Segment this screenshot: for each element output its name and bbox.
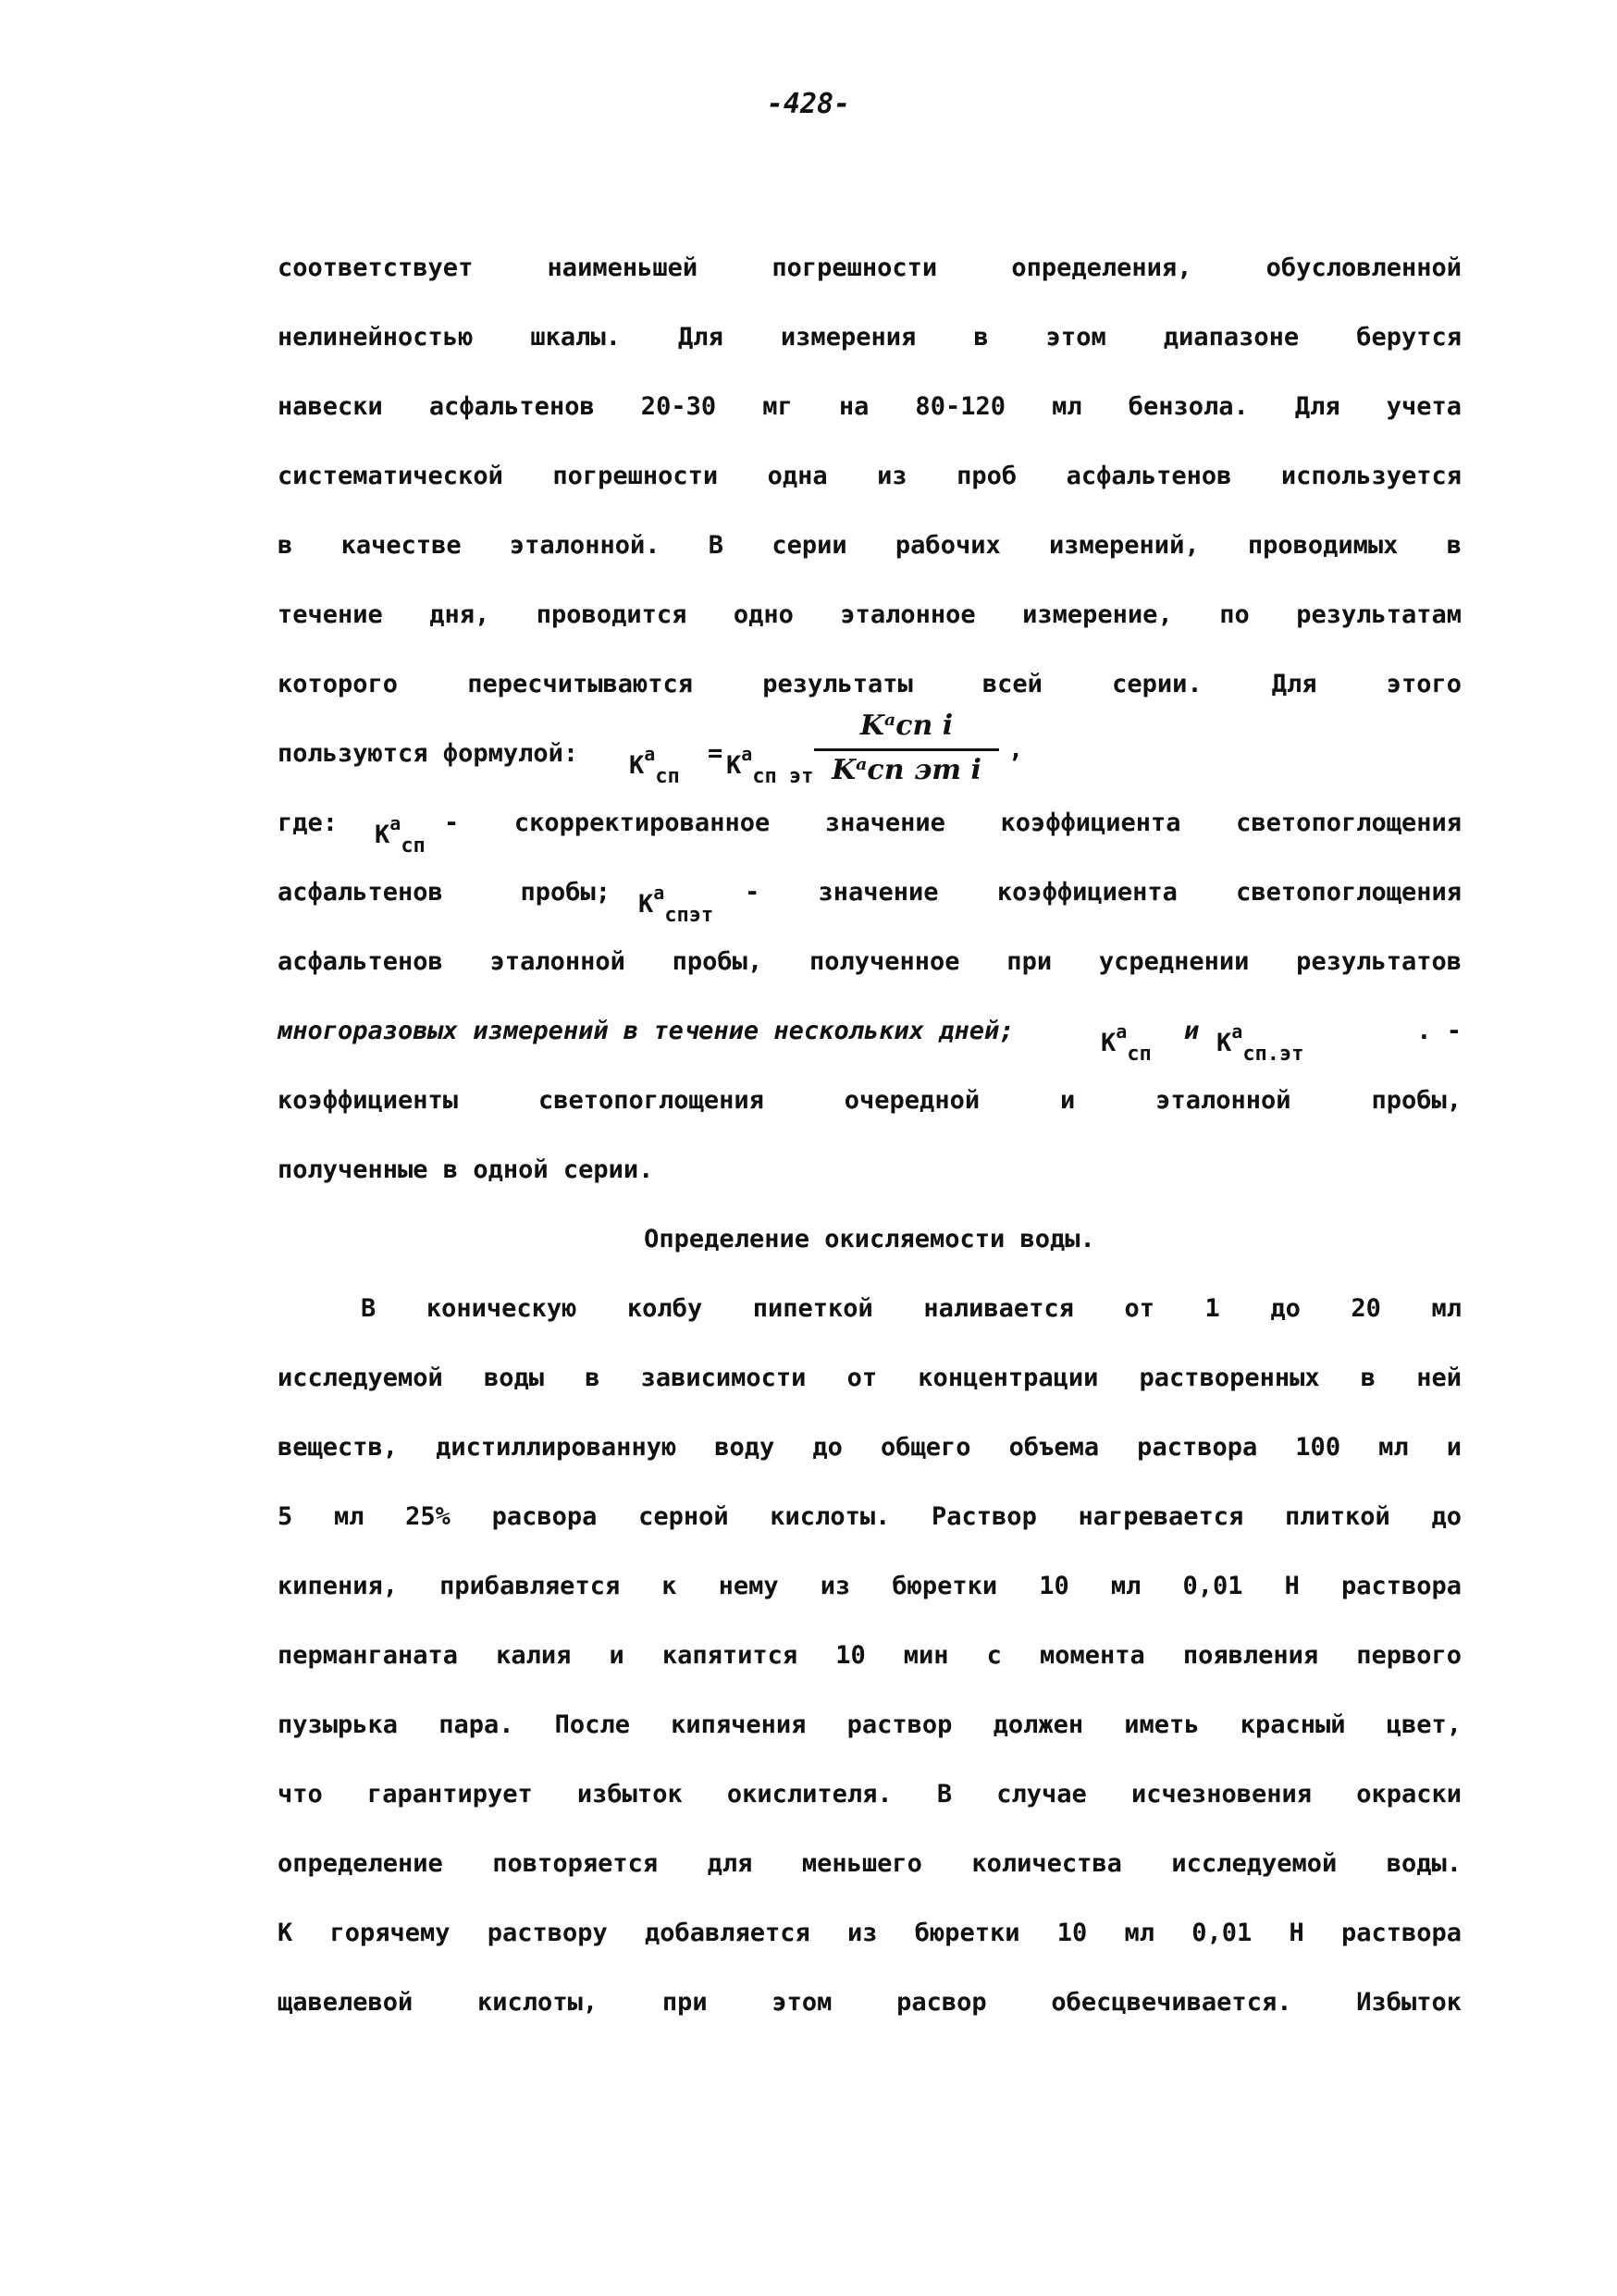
text-line: 5 мл 25% расвора серной кислоты. Раствор нагревается плиткой до [278,1502,1462,1531]
text-line: полученные в одной серии. [278,1155,654,1184]
formula-equals: = [708,739,723,768]
text-line: которого пересчитываются результаты всей серии. Для этого [278,670,1462,698]
text-line: систематической погрешности одна из проб асфальтенов используется [278,462,1462,490]
text-line: асфальтенов эталонной пробы, полученное при усреднении результатов [278,947,1462,976]
text-line: веществ, дистиллированную воду до общего объема раствора 100 мл и [278,1433,1462,1462]
where-line [278,805,1462,858]
text-line: В коническую колбу пипеткой наливается от 1 до 20 мл [361,1294,1462,1323]
text-line [278,1013,1462,1066]
text-line: коэффициенты светопоглощения очередной и эталонной пробы, [278,1086,1462,1115]
text-line [278,874,1462,927]
text-line: исследуемой воды в зависимости от концентрации растворенных в ней [278,1364,1462,1392]
formula-coefficient: $K^a_{сп}$ [1101,1020,1152,1066]
fraction-numerator: Kᵃсп i [859,710,954,742]
text-line: кипения, прибавляется к нему из бюретки 10 мл 0,01 Н раствора [278,1572,1462,1600]
formula-coefficient: $K^a_{сп}$ [629,743,680,788]
formula-fraction [814,708,999,791]
text-line: пузырька пара. После кипячения раствор должен иметь красный цвет, [278,1710,1462,1739]
text-line: течение дня, проводится одно эталонное измерение, по результатам [278,600,1462,629]
text-segment: и [1184,1017,1200,1045]
text-line: К горячему раствору добавляется из бюретки 10 мл 0,01 Н раствора [278,1919,1462,1947]
fraction-bar [814,748,999,751]
formula-coefficient: $K^a_{сп эт}$ [726,743,814,788]
where-definition: - скорректированное значение коэффициента светопоглощения [444,809,1462,837]
text-line: определение повторяется для меньшего количества исследуемой воды. [278,1849,1462,1878]
text-line: соответствует наименьшей погрешности определения, обусловленной [278,253,1462,282]
formula-coefficient: $K^a_{спэт}$ [638,882,714,927]
text-segment: . - [1416,1017,1462,1045]
text-line: нелинейностью шкалы. Для измерения в этом диапазоне берутся [278,323,1462,352]
text-line: перманганата калия и капятится 10 мин с момента появления первого [278,1641,1462,1670]
text-line: что гарантирует избыток окислителя. В случае исчезновения окраски [278,1780,1462,1808]
formula-prefix: пользуются формулой: [278,739,579,768]
formula-coefficient: $K^a_{сп.эт}$ [1216,1020,1304,1066]
text-line: навески асфальтенов 20-30 мг на 80-120 мл бензола. Для учета [278,392,1462,421]
section-heading: Определение окисляемости воды. [644,1225,1095,1253]
text-segment: асфальтенов пробы; [278,878,611,907]
text-segment: - значение коэффициента светопоглощения [745,878,1462,907]
formula-coefficient: $K^a_{сп}$ [375,812,426,858]
text-line: в качестве эталонной. В серии рабочих измерений, проводимых в [278,531,1462,560]
formula-comma: , [1008,735,1024,764]
text-segment: многоразовых измерений в течение нескольких дней; [278,1017,1015,1045]
where-prefix: где: [278,809,339,837]
fraction-denominator: Kᵃсп эт i [832,754,981,786]
page-number: -428- [766,88,851,120]
text-line: щавелевой кислоты, при этом расвор обесцвечивается. Избыток [278,1988,1462,2017]
